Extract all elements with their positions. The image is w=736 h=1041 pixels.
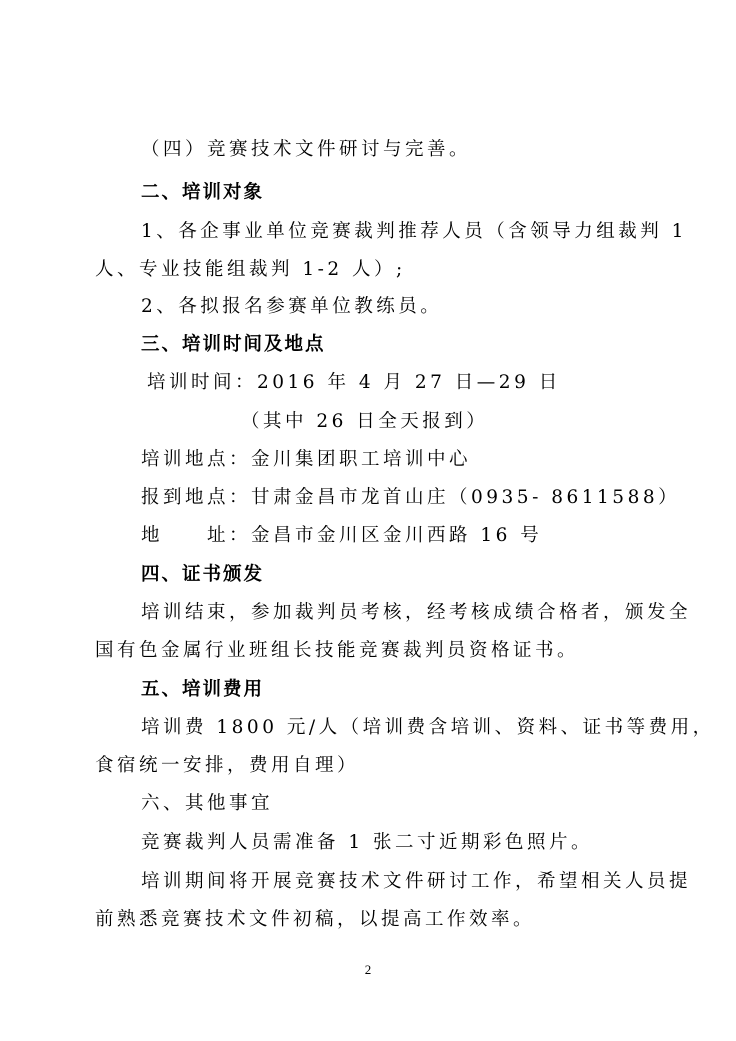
text-line: （其中 26 日全天报到）: [241, 411, 489, 432]
text-line: 前熟悉竞赛技术文件初稿，以提高工作效率。: [95, 909, 536, 930]
text-line: 培训地点：金川集团职工培训中心: [141, 449, 472, 470]
text-line: （四）竞赛技术文件研讨与完善。: [141, 139, 472, 160]
text-line: 1、各企事业单位竞赛裁判推荐人员（含领导力组裁判 1: [141, 221, 687, 242]
section-heading: 二、培训对象: [141, 182, 265, 203]
text-line: 地 址：金昌市金川区金川西路 16 号: [141, 525, 543, 546]
text-line: 培训期间将开展竞赛技术文件研讨工作，希望相关人员提: [141, 871, 692, 892]
text-line: 培训费 1800 元/人（培训费含培训、资料、证书等费用，: [141, 717, 715, 738]
text-line: 培训时间：2016 年 4 月 27 日—29 日: [147, 372, 561, 393]
text-line: 培训结束，参加裁判员考核，经考核成绩合格者，颁发全: [141, 602, 692, 623]
section-heading: 三、培训时间及地点: [141, 334, 326, 355]
text-line: 食宿统一安排，费用自理）: [95, 755, 360, 776]
page-number: 2: [364, 962, 372, 977]
text-line: 报到地点：甘肃金昌市龙首山庄（0935- 8611588）: [141, 487, 681, 508]
text-line: 人、专业技能组裁判 1-2 人）;: [95, 259, 406, 280]
section-heading: 四、证书颁发: [141, 564, 265, 585]
text-line: 竞赛裁判人员需准备 1 张二寸近期彩色照片。: [141, 832, 594, 853]
section-heading: 五、培训费用: [141, 679, 265, 700]
text-line: 2、各拟报名参赛单位教练员。: [141, 296, 443, 317]
text-line: 国有色金属行业班组长技能竞赛裁判员资格证书。: [95, 640, 580, 661]
text-line: 六、其他事宜: [141, 793, 274, 814]
